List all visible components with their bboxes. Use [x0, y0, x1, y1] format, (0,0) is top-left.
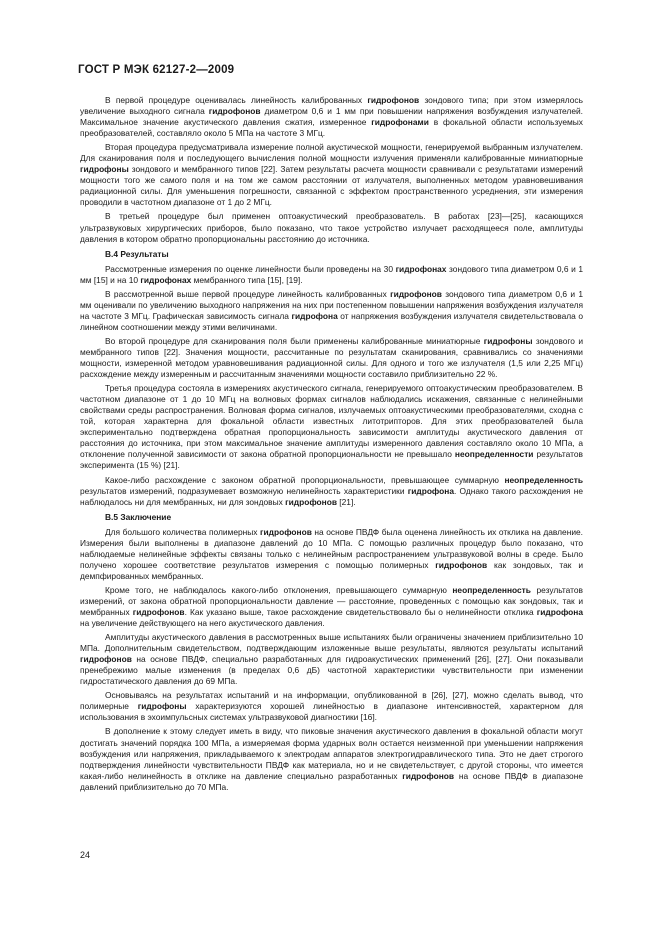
bold-term: гидрофонов	[80, 654, 132, 665]
text-run: результатов измерений, подразумевает возможную нелинейность характеристики	[80, 485, 408, 496]
text-run: Вторая процедура предусматривала измерение полной акустической мощности, генерируемой выбранным излучателем. Для сканирования поля и последующего вычисления полной мощности излучения применяли калиброванные миниатюрные	[80, 142, 583, 164]
paragraph	[80, 142, 583, 208]
text-run: результатов эксперимента (15 %) [21].	[80, 449, 583, 471]
bold-term: гидрофонов	[285, 496, 337, 507]
bold-term: гидрофонов	[208, 106, 261, 117]
text-run: как зондовых, так и демпфированных мембранных.	[80, 559, 583, 581]
bold-term: гидрофонами	[371, 117, 429, 128]
text-run: зондового и мембранного типов [22]. Значения мощности, рассчитанные по результатам сканирования, сравнивались со значениями мощности, измеренной методом уравновешивания радиационной силы. Для одного и того же излучателя (1,5 или 2,25 МГц) расхождение между измеренным и рассчитанным значениями мощности составило приблизительно 22 %.	[80, 335, 583, 380]
bold-term: гидрофоны	[80, 164, 129, 175]
bold-term: гидрофонов	[390, 288, 442, 299]
text-run: характеризуются хорошей линейностью в диапазоне интенсивностей, характерном для использования в эхоимпульсных системах ультразвуковой диагностики [16].	[80, 701, 583, 723]
text-run: зондового и мембранного типов [22]. Затем результаты расчета мощности сравнивали с результатами измерений мощности того же самого поля и на том же самом расстоянии от излучателя, выполненных методом уравновешивания радиационной силы. Для уменьшения погрешности, связанной с эффектом пространственного усреднения, эти измерения проводили в частотном диапазоне от 1 до 2 МГц.	[80, 164, 583, 208]
text-run: Амплитуды акустического давления в рассмотренных выше испытаниях были ограничены значением приблизительно 10 МПа. Дополнительным свидетельством, подтверждающим изложенные выше результаты, являются результаты испытаний	[80, 632, 583, 654]
bold-term: неопределенность	[504, 474, 583, 485]
document-body	[80, 95, 583, 793]
text-run: на увеличение действующего на него акустического давления.	[80, 618, 325, 629]
text-run: В первой процедуре оценивалась линейность калиброванных	[105, 95, 368, 105]
text-run: зондового типа диаметром 0,6 и 1 мм [15] и на 10	[80, 263, 584, 285]
paragraph	[80, 632, 583, 687]
text-run: В дополнение к этому следует иметь в виду, что пиковые значения акустического давления в фокальной области могут достигать значений порядка 100 МПа, а измеряемая форма ударных волн остается неизменной при уменьшении напряжения возбуждения или напряжения, прикладываемого к электродам аппаратов электрогидравлического типа. Это не дает строгого подтверждения линейности чувствительности ПВДФ как материала, но и не свидетельствует, с другой стороны, что имеется какая-либо нелинейность в отклике на давление специально разработанных	[80, 726, 583, 781]
bold-term: гидрофоны	[137, 701, 187, 712]
bold-term: гидрофонов	[402, 770, 455, 781]
page-number: 24	[80, 850, 91, 860]
paragraph	[80, 95, 583, 139]
bold-term: гидрофона	[291, 310, 338, 321]
bold-term: неопределенность	[452, 584, 531, 595]
text-run: . Как указано выше, такое расхождение свидетельствовало бы о нелинейности отклика	[184, 607, 537, 618]
paragraph	[80, 690, 583, 723]
text-run: . Однако такого расхождения не наблюдалось ни для мембранных, ни для зондовых	[80, 485, 583, 507]
text-run: в фокальной области используемых преобразователей, составляло около 5 МПа на частоте 3 МГц.	[80, 117, 583, 139]
bold-term: гидрофоны	[483, 335, 533, 346]
text-run: зондового типа диаметром 0,6 и 1 мм оценивали по увеличению выходного напряжения на них при постепенном повышении напряжения возбуждения излучателя на частоте 3 МГц. Графическая зависимость сигнала	[80, 288, 583, 321]
text-run: результатов измерений, от закона обратной пропорциональности давление — расстояние, проведенных с помощью как зондовых, так и мембранных	[80, 584, 583, 618]
bold-term: гидрофонов	[132, 607, 185, 618]
paragraph	[80, 383, 583, 471]
text-run: Для большого количества полимерных	[105, 526, 261, 537]
paragraph	[80, 211, 583, 244]
text-run: [21].	[336, 496, 356, 507]
text-run: на основе ПВДФ, специально разработанных для гидроакустических применений [26], [27]. Они показывали пренебрежимо малые изменения (в пределах 0,6 дБ) частотной характеристики чувствительности при изменении гидростатического давления до 69 МПа.	[80, 654, 583, 687]
text-run: В рассмотренной выше первой процедуре линейность калиброванных	[105, 288, 391, 299]
text-run: Во второй процедуре для сканирования поля были применены калиброванные миниатюрные	[105, 335, 484, 346]
text-run: от напряжения возбуждения излучателя свидетельствовала о линейном соотношении между этими величинами.	[80, 310, 583, 332]
paragraph	[80, 527, 583, 582]
text-run: мембранного типа [15], [19].	[191, 274, 303, 285]
section-heading-results: В.4 Результаты	[105, 248, 169, 259]
paragraph	[80, 726, 583, 792]
section-heading-conclusion: В.5 Заключение	[105, 511, 172, 522]
bold-term: гидрофонов	[435, 559, 488, 570]
text-run: Основываясь на результатах испытаний и на информации, опубликованной в [26], [27], можно сделать вывод, что полимерные	[80, 690, 583, 712]
text-run: на основе ПВДФ в диапазоне давлений приблизительно до 70 МПа.	[80, 770, 584, 792]
text-run: Третья процедура состояла в измерениях акустического сигнала, генерируемого оптоакустическим преобразователем. В частотном диапазоне от 1 до 10 МГц на волновых формах сигналов наблюдались искажения, связанные с нелинейными свойствами среды распространения. Волновая форма сигналов, излучаемых оптоакустическими преобразователями, сходна с той, которая характерна для фокальной области известных литотрипторов. Для этих преобразователей была экспериментально подтверждена обратная пропорциональность зависимости амплитуды акустического давления от расстояния до источника, при этом максимальное значение амплитуды измеренного давления составляло около 10 МПа, а отклонение полученной зависимости от закона обратной пропорциональности не превышало	[80, 383, 583, 460]
paragraph	[80, 475, 583, 508]
standard-header: ГОСТ Р МЭК 62127-2—2009	[78, 64, 235, 76]
text-run: Кроме того, не наблюдалось какого-либо отклонения, превышающего суммарную	[105, 584, 453, 595]
paragraph	[80, 264, 583, 286]
bold-term: гидрофона	[407, 485, 454, 496]
text-run: В третьей процедуре был применен оптоакустический преобразователь. В работах [23]—[25], касающихся ультразвуковых хирургических приборов, было показано, что такое устройство излучает расходящееся поле, амплитуды давления в котором обратно пропорциональны расстоянию до источника.	[80, 211, 583, 244]
paragraph	[80, 289, 583, 333]
text-run: зондового типа; при этом измерялось увеличение выходного сигнала	[80, 95, 583, 117]
paragraph	[80, 336, 583, 380]
text-run: Какое-либо расхождение с законом обратной пропорциональности, превышающее суммарную	[105, 474, 505, 485]
paragraph	[80, 585, 583, 629]
bold-term: гидрофонах	[140, 274, 192, 285]
bold-term: гидрофонах	[395, 263, 447, 274]
bold-term: гидрофонов	[367, 95, 420, 105]
text-run: на основе ПВДФ была оценена линейность их отклика на давление. Измерения были выполнены в диапазоне давлений до 10 МПа. С помощью различных процедур было показано, что наблюдаемые нелинейные эффекты связаны только с нелинейным распространением ультразвуковой волны в среде. Было получено хорошее соответствие результатов измерения с помощью полимерных	[80, 526, 583, 570]
bold-term: гидрофонов	[260, 526, 312, 537]
text-run: диаметром 0,6 и 1 мм при повышении напряжения возбуждения излучателей. Максимальное значение акустического давления сжатия, измеренное	[80, 106, 583, 128]
bold-term: неопределенности	[454, 449, 534, 460]
bold-term: гидрофона	[536, 607, 584, 618]
text-run: Рассмотренные измерения по оценке линейности были проведены на 30	[105, 263, 396, 274]
